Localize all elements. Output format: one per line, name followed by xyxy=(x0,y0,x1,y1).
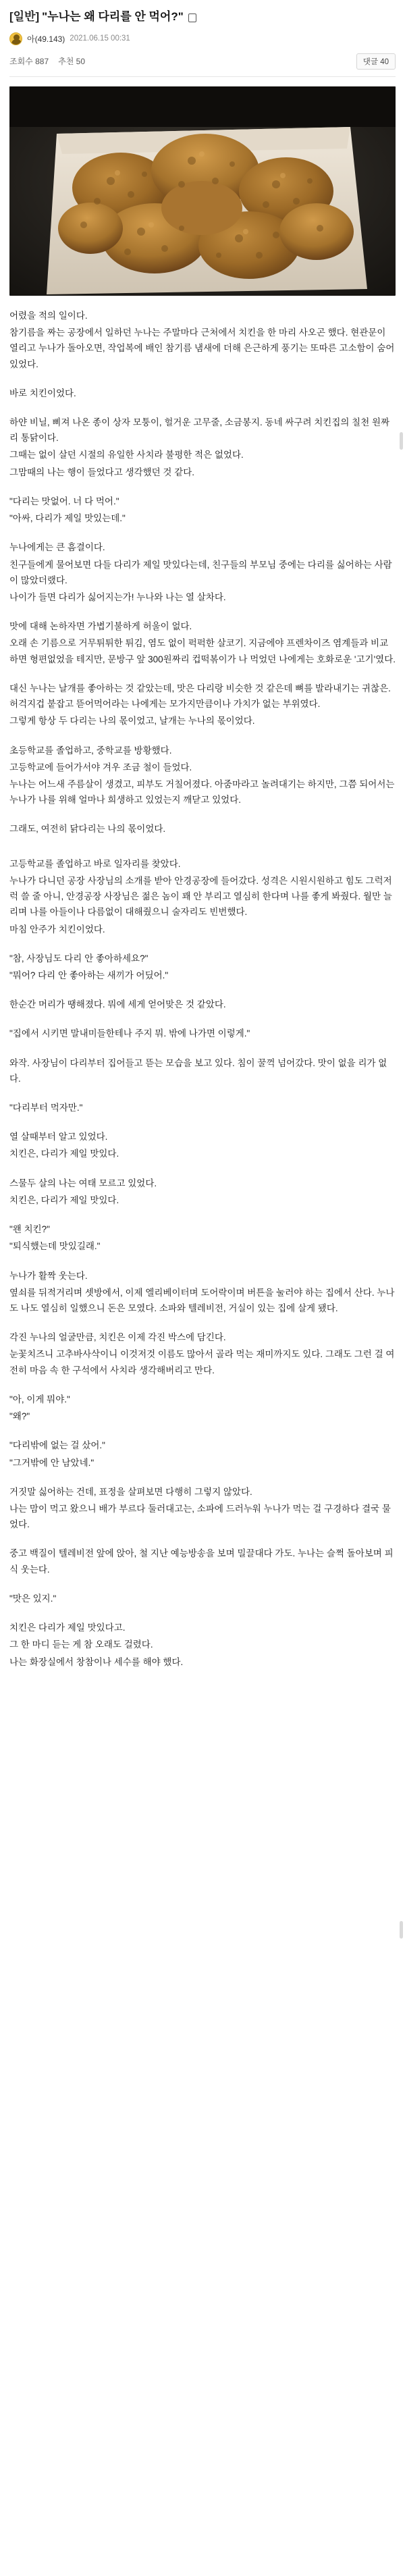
dialogue-line: "아싸, 다리가 제일 맛있는데." xyxy=(9,513,126,524)
paragraph: 참기름을 짜는 공장에서 일하던 누나는 주말마다 근처에서 치킨을 한 마리 사오곤 했다. 현관문이 열리고 누나가 돌아오면, 작업복에 배인 참기름 냄새에 더해 은근하게 풍기는 또따른 고소함이 숨어있었다. xyxy=(9,327,395,369)
dialogue-line: "그거밖에 안 남았네." xyxy=(9,1457,94,1468)
paragraph: 와작. 사장님이 다리부터 집어들고 뜯는 모습을 보고 있다. 침이 꿀꺽 넘어갔다. 맛이 없을 리가 없다. xyxy=(9,1057,387,1084)
view-count: 조회수 887 xyxy=(9,57,49,67)
post-header xyxy=(0,0,405,77)
paragraph: 나는 화장실에서 창참이나 세수를 해야 했다. xyxy=(9,1656,184,1667)
recommend-count: 추천 50 xyxy=(58,57,86,67)
dialogue-line: "집에서 시키면 말내미들한테나 주지 뭐. 밖에 나가면 이렇게." xyxy=(9,1028,250,1039)
paragraph: 그맘때의 나는 행이 들었다고 생각했던 것 같다. xyxy=(9,467,195,477)
paragraph: 나는 맘이 먹고 왔으니 배가 부르다 둘러대고는, 소파에 드러누워 누나가 먹는 걸 구경하다 결국 물었다. xyxy=(9,1503,391,1530)
paragraph: 나이가 들면 다리가 싫어지는가! 누나와 나는 열 살차다. xyxy=(9,592,226,602)
paragraph: 치킨은, 다리가 제일 맛있다. xyxy=(9,1149,119,1159)
dialogue-line: "왜?" xyxy=(9,1411,30,1422)
paragraph: 스물두 살의 나는 여태 모르고 있었다. xyxy=(9,1178,157,1188)
dialogue-line: "뭐어? 다리 안 좋아하는 새끼가 어딨어." xyxy=(9,970,169,980)
paragraph: 각진 누나의 얼굴만큼, 치킨은 이제 각진 박스에 담긴다. xyxy=(9,1332,226,1343)
story-part-2 xyxy=(9,856,396,1670)
image-attachment-icon xyxy=(188,14,196,22)
dialogue-line: "맛은 있지." xyxy=(9,1593,57,1604)
paragraph: 그래도, 여전히 닭다리는 나의 몫이었다. xyxy=(9,824,166,835)
section-spacer xyxy=(9,839,396,856)
dialogue-line: "아, 이게 뭐야." xyxy=(9,1394,70,1404)
post-meta-bar xyxy=(9,53,396,77)
paragraph: 거짓말 싫어하는 건데, 표정을 살펴보면 다행히 그렇지 않았다. xyxy=(9,1486,252,1497)
paragraph: 눈꽃치즈니 고추바사삭이니 이것저것 이름도 많아서 골라 먹는 재미까지도 있다. 그래도 그런 걸 여전히 마음 속 한 구석에서 사치라 생각해버리고 만다. xyxy=(9,1349,395,1375)
paragraph: 한순간 머리가 땡해졌다. 뭐에 세게 얻어맞은 것 같았다. xyxy=(9,999,226,1010)
paragraph: 옆쇠를 뒤적거리며 셋방에서, 이제 엘리베이터며 도어락이며 버튼을 눌러야 하는 집에서 산다. 누나도 나도 열심히 일했으니 돈은 모였다. 소파와 텔레비전, 거실이 있는 집에 살게 됐다. xyxy=(9,1287,395,1313)
post-title-text: "누나는 왜 다리를 안 먹어?" xyxy=(42,10,184,23)
paragraph: 치킨은 다리가 제일 맛있다고. xyxy=(9,1623,126,1633)
author-nickname[interactable]: 아(49.143) xyxy=(27,34,65,44)
story-part-1 xyxy=(9,308,396,837)
fried-chicken-photo-image xyxy=(9,86,396,296)
paragraph: 그렇게 항상 두 다리는 나의 몫이었고, 날개는 누나의 몫이었다. xyxy=(9,716,255,727)
post-date: 2021.06.15 00:31 xyxy=(70,34,130,43)
paragraph: 마침 안주가 치킨이었다. xyxy=(9,924,105,935)
paragraph: 누나에게는 큰 흠결이다. xyxy=(9,542,105,553)
dialogue-line: "다리는 맛없어. 너 다 먹어." xyxy=(9,496,119,506)
paragraph: 초등학교를 졸업하고, 중학교를 방황했다. xyxy=(9,745,172,756)
comment-button[interactable]: 댓글 40 xyxy=(356,53,396,70)
paragraph: 누나는 어느새 주름살이 생겼고, 피부도 거칠어졌다. 아줌마라고 놀려대기는 하지만, 그쯤 되어서는 누나가 나를 위해 얼마나 희생하고 있었는지 깨닫고 있었다. xyxy=(9,779,398,806)
paragraph: 오래 손 기름으로 거무튀튀한 튀김, 염도 없이 퍽퍽한 살코기. 지금에야 프렌차이즈 염계들과 비교하면 형편없었을 테지만, 문방구 앞 300원짜리 컵떡볶이가 나 먹었던 나에게는 호화로운 '고기'였다. xyxy=(9,638,396,664)
post-category: [일반] xyxy=(9,10,40,23)
dialogue-line: "왠 치킨?" xyxy=(9,1224,50,1235)
dialogue-line: "퇴식했는데 맛있길래." xyxy=(9,1241,101,1252)
paragraph: 누나가 활짝 웃는다. xyxy=(9,1270,88,1281)
paragraph: 그때는 없이 살던 시절의 유일한 사치라 불평한 적은 없었다. xyxy=(9,450,244,461)
scrollbar-thumb[interactable] xyxy=(400,1921,403,1939)
paragraph: 바로 치킨이었다. xyxy=(9,388,76,398)
paragraph: 열 살때부터 알고 있었다. xyxy=(9,1132,108,1142)
paragraph: 어렸을 적의 일이다. xyxy=(9,310,88,321)
paragraph: 하얀 비닐, 삐져 나온 종이 상자 모퉁이, 헐거운 고무줄, 소금봉지. 동네 싸구려 치킨집의 칠천 원짜리 통닭이다. xyxy=(9,417,390,444)
user-avatar xyxy=(9,32,22,45)
paragraph: 누나가 다니던 공장 사장님의 소개를 받아 안경공장에 들어갔다. 성격은 시원시원하고 힘도 그럭저럭 쓸 줄 아니, 안경공장 사장님은 젊은 놈이 꽤 안 부리고 열심히 한다며 나를 좋게 봐줬다. 월만 늘리며 나를 아들이나 다름없이 대해줬으니 술자리도 빈번했다. xyxy=(9,875,392,918)
post-photo[interactable] xyxy=(9,86,396,296)
paragraph: 고등학교에 들어가서야 겨우 조금 철이 들었다. xyxy=(9,762,192,772)
dialogue-line: "참, 사장님도 다리 안 좋아하세요?" xyxy=(9,953,148,964)
paragraph: 맛에 대해 논하자면 가볍기불하게 허울이 없다. xyxy=(9,621,192,632)
dialogue-line: "다리밖에 없는 걸 샀어." xyxy=(9,1440,105,1451)
dialogue-line: "다리부터 먹자만." xyxy=(9,1103,83,1113)
paragraph: 친구들에게 물어보면 다들 다리가 제일 맛있다는데, 친구들의 부모님 중에는 다리를 싫어하는 사람이 많았더랬다. xyxy=(9,559,392,585)
paragraph: 치킨은, 다리가 제일 맛있다. xyxy=(9,1194,119,1205)
author-line xyxy=(9,32,396,45)
paragraph: 중고 백질이 텔레비전 앞에 앉아, 철 지난 예능방송을 보며 밀끌대다 가도. 누나는 슬쩍 돌아보며 피식 웃는다. xyxy=(9,1548,394,1575)
paragraph: 대신 누나는 날개를 좋아하는 것 같았는데, 맛은 다리랑 비슷한 것 같은데 뼈를 발라내기는 귀찮은. 허걱지겁 붙잡고 뜯어먹어라는 나에게는 모가지만큼이나 가치가 없는 부위였다. xyxy=(9,683,394,710)
paragraph: 그 한 마디 듣는 게 참 오래도 걸렸다. xyxy=(9,1639,153,1650)
post-body xyxy=(0,86,405,1691)
paragraph: 고등학교를 졸업하고 바로 일자리를 찾았다. xyxy=(9,858,181,869)
scrollbar-thumb[interactable] xyxy=(400,432,403,450)
post-title xyxy=(9,9,396,25)
